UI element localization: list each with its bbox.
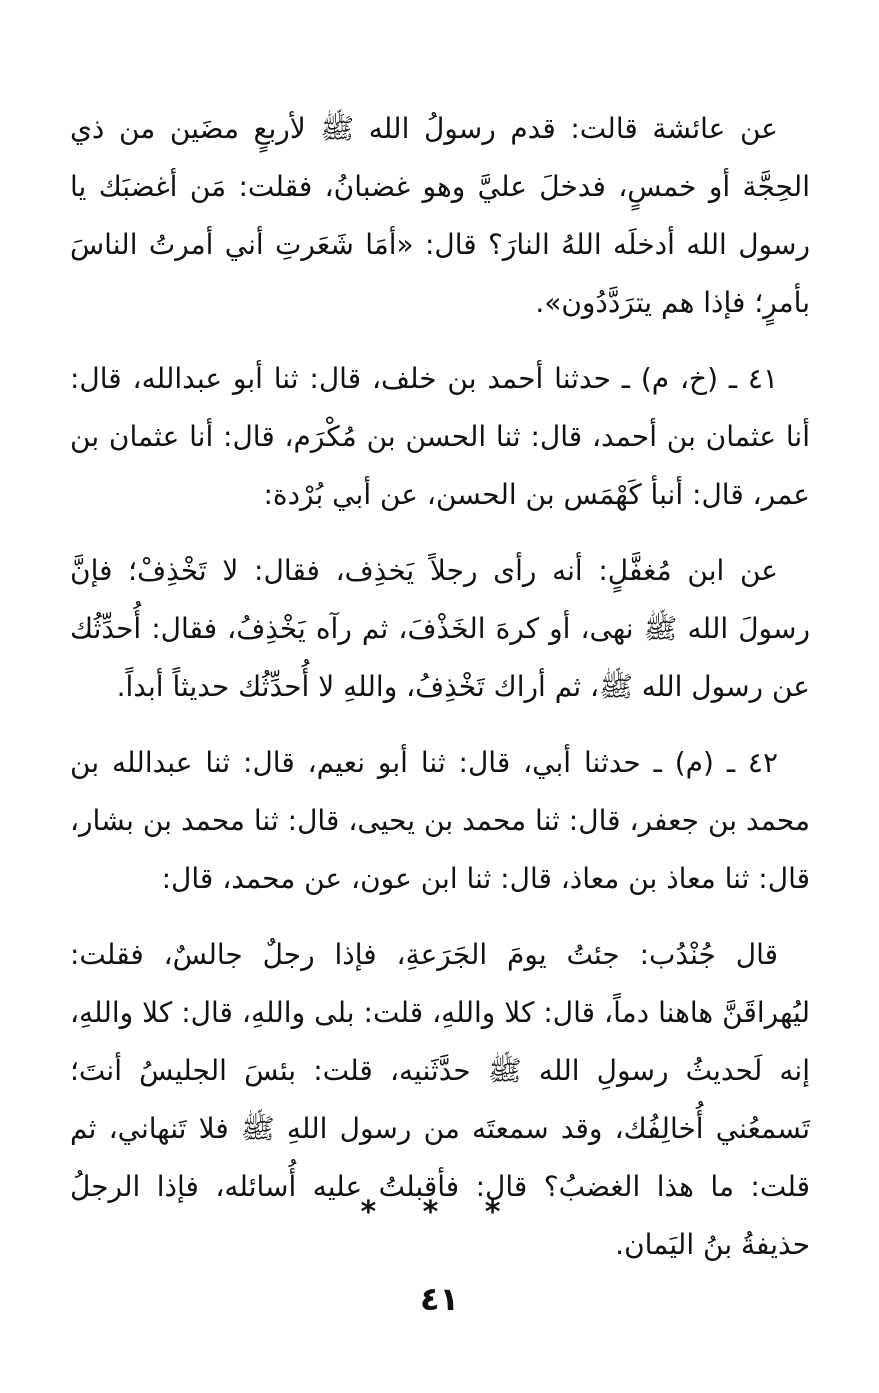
paragraph-hadith-42-isnad: ٤٢ ـ (م) ـ حدثنا أبي، قال: ثنا أبو نعيم، قال: ثنا عبدالله بن محمد بن جعفر، قال: ثنا محمد بن يحيى، قال: ثنا محمد بن بشار، قال: ثنا معاذ بن معاذ، قال: ثنا ابن عون، عن محمد، قال: [70,746,810,895]
section-separator: * * * [360,1195,519,1230]
page-number: ٤١ [419,1280,460,1318]
paragraph-ibn-mughaffal-narration: عن ابن مُغفَّلٍ: أنه رأى رجلاً يَخذِف، فقال: لا تَخْذِفْ؛ فإنَّ رسولَ الله ﷺ نهى، أو كرهَ الخَذْفَ، ثم رآه يَخْذِفُ، فقال: أُحدِّثُك عن رسول الله ﷺ، ثم أراك تَخْذِفُ، واللهِ لا أُحدِّثُك حديثاً أبداً. [70,554,810,703]
paragraph-jundub-narration: قال جُنْدُب: جئتُ يومَ الجَرَعةِ، فإذا رجلٌ جالسٌ، فقلت: ليُهراقَنَّ هاهنا دماً، قال: كلا واللهِ، قلت: بلى واللهِ، قال: كلا واللهِ، إنه لَحديثُ رسولِ الله ﷺ حدَّثَنيه، قلت: بئسَ الجليسُ أنتَ؛ تَسمعُني أُخالِفُك، وقد سمعتَه من رسول اللهِ ﷺ فلا تَنهاني، ثم قلت: ما هذا الغضبُ؟ قال: فأقبلتُ عليه أُسائله، فإذا الرجلُ حذيفةُ بنُ اليَمان. [70,938,810,1261]
paragraph-hadith-41-isnad: ٤١ ـ (خ، م) ـ حدثنا أحمد بن خلف، قال: ثنا أبو عبدالله، قال: أنا عثمان بن أحمد، قال: ثنا الحسن بن مُكْرَم، قال: أنا عثمان بن عمر، قال: أنبأ كَهْمَس بن الحسن، عن أبي بُرْدة: [70,362,810,511]
page-body [70,100,810,1292]
paragraph-aisha-narration: عن عائشة قالت: قدم رسولُ الله ﷺ لأربعٍ مضَين من ذي الحِجَّة أو خمسٍ، فدخلَ عليَّ وهو غضبانُ، فقلت: مَن أغضبَك يا رسول الله أدخلَه اللهُ النارَ؟ قال: «أمَا شَعَرتِ أني أمرتُ الناسَ بأمرٍ؛ فإذا هم يترَدَّدُون». [70,112,810,319]
